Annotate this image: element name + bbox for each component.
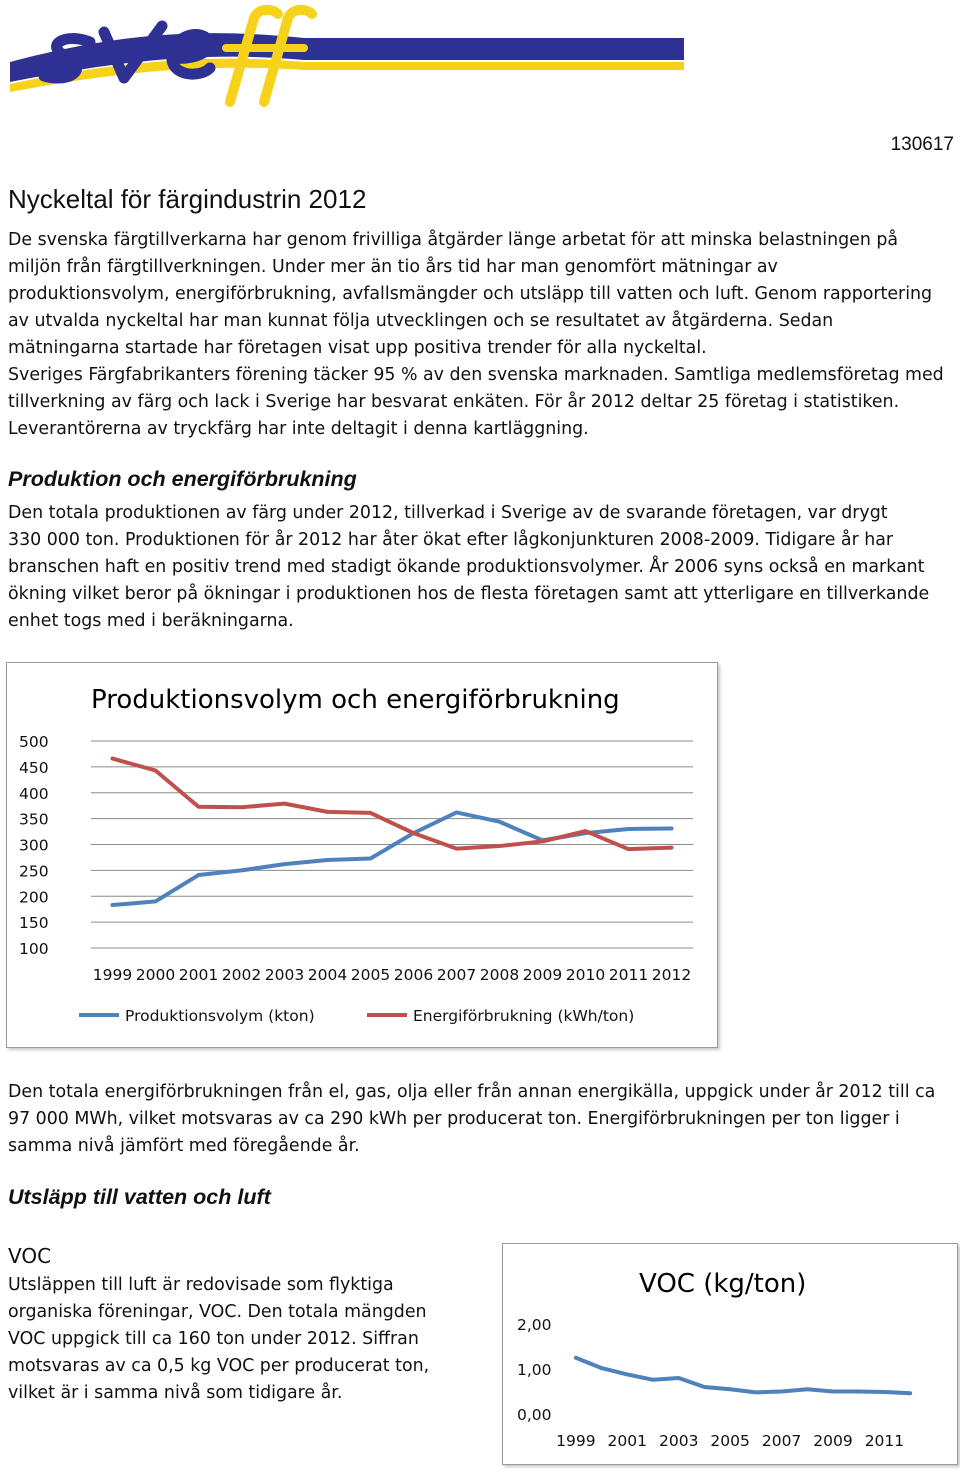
document-number: 130617: [890, 134, 954, 155]
production-line: 330 000 ton. Produktionen för år 2012 har åter ökat efter lågkonjunkturen 2008-2009. Tidigare år har: [8, 530, 894, 550]
intro-paragraph: [8, 227, 958, 443]
x-tick-label: 1999: [92, 966, 133, 984]
voc-line: organiska föreningar, VOC. Den totala mängden: [8, 1302, 427, 1322]
energy-line: samma nivå jämfört med föregående år.: [8, 1136, 360, 1156]
voc-line: VOC uppgick till ca 160 ton under 2012. Siffran: [8, 1329, 419, 1349]
x-tick-label: 2011: [608, 966, 649, 984]
x-tick-label: 2010: [565, 966, 606, 984]
series-line-2: [113, 759, 672, 850]
voc-line: vilket är i samma nivå som tidigare år.: [8, 1383, 343, 1403]
energy-line: Den totala energiförbrukningen från el, gas, olja eller från annan energikälla, uppgick under år 2012 till ca: [8, 1082, 936, 1102]
y-tick-label: 0,00: [517, 1406, 552, 1424]
sveff-logo: [4, 2, 684, 112]
y-tick-label: 400: [19, 784, 49, 803]
y-tick-label: 450: [19, 758, 49, 777]
intro-line: produktionsvolym, energiförbrukning, avfallsmängder och utsläpp till vatten och luft. Genom rapportering: [8, 284, 933, 304]
x-tick-label: 2012: [651, 966, 692, 984]
x-tick-label: 2009: [813, 1432, 853, 1450]
x-tick-label: 2003: [658, 1432, 699, 1450]
intro-line: miljön från färgtillverkningen. Under mer än tio års tid har man genomfört mätningar av: [8, 257, 778, 277]
intro-line: Leverantörerna av tryckfärg har inte deltagit i denna kartläggning.: [8, 419, 589, 439]
x-tick-label: 2002: [221, 966, 262, 984]
x-tick-label: 1999: [556, 1432, 596, 1450]
series-line-1: [113, 812, 672, 905]
y-tick-label: 250: [19, 862, 49, 881]
production-energy-chart: [6, 662, 718, 1048]
x-tick-label: 2009: [522, 966, 563, 984]
intro-line: De svenska färgtillverkarna har genom frivilliga åtgärder länge arbetat för att minska belastningen på: [8, 230, 899, 250]
y-tick-label: 350: [19, 810, 49, 829]
x-tick-label: 2007: [761, 1432, 802, 1450]
chart-title: Produktionsvolym och energiförbrukning: [91, 685, 620, 715]
production-line: Den totala produktionen av färg under 2012, tillverkad i Sverige av de svarande företagen, var drygt: [8, 503, 888, 523]
section-heading-emissions: Utsläpp till vatten och luft: [8, 1185, 271, 1209]
x-tick-label: 2006: [393, 966, 434, 984]
legend-label: Produktionsvolym (kton): [125, 1007, 315, 1025]
page-title: Nyckeltal för färgindustrin 2012: [8, 184, 367, 214]
voc-chart-svg: [503, 1244, 957, 1464]
x-tick-label: 2001: [178, 966, 219, 984]
x-tick-label: 2007: [436, 966, 477, 984]
y-tick-label: 200: [19, 888, 49, 907]
y-tick-label: 1,00: [517, 1361, 552, 1379]
x-tick-label: 2004: [307, 966, 348, 984]
x-tick-label: 2008: [479, 966, 520, 984]
intro-line: tillverkning av färg och lack i Sverige har besvarat enkäten. För år 2012 deltar 25 företag i statistiken.: [8, 392, 900, 412]
y-tick-label: 2,00: [517, 1316, 552, 1334]
production-line: enhet togs med i beräkningarna.: [8, 611, 294, 631]
x-tick-label: 2001: [607, 1432, 648, 1450]
voc-line: motsvaras av ca 0,5 kg VOC per producerat ton,: [8, 1356, 430, 1376]
section-heading-production: Produktion och energiförbrukning: [8, 467, 357, 491]
voc-line: Utsläppen till luft är redovisade som flyktiga: [8, 1275, 394, 1295]
series-line-1: [576, 1358, 910, 1394]
production-paragraph: [8, 500, 958, 635]
production-line: branschen haft en positiv trend med stadigt ökande produktionsvolymer. År 2006 syns också en markant: [8, 557, 925, 577]
production-line: ökning vilket beror på ökningar i produktionen hos de flesta företagen samt att ytterligare en tillverkande: [8, 584, 930, 604]
x-tick-label: 2005: [350, 966, 391, 984]
energy-line: 97 000 MWh, vilket motsvaras av ca 290 kWh per producerat ton. Energiförbrukningen per ton ligger i: [8, 1109, 900, 1129]
x-tick-label: 2003: [264, 966, 305, 984]
x-tick-label: 2011: [864, 1432, 905, 1450]
y-tick-label: 100: [19, 940, 49, 958]
intro-line: av utvalda nyckeltal har man kunnat följa utvecklingen och se resultatet av åtgärderna. Sedan: [8, 311, 834, 331]
y-tick-label: 300: [19, 836, 49, 855]
y-tick-label: 500: [19, 733, 49, 751]
legend-label: Energiförbrukning (kWh/ton): [413, 1007, 635, 1025]
intro-line: Sveriges Färgfabrikanters förening täcker 95 % av den svenska marknaden. Samtliga medlemsföretag med: [8, 365, 944, 385]
energy-paragraph: [8, 1079, 958, 1160]
x-tick-label: 2000: [135, 966, 176, 984]
intro-line: mätningarna startade har företagen visat upp positiva trender för alla nyckeltal.: [8, 338, 707, 358]
voc-heading: VOC: [8, 1244, 52, 1268]
production-energy-chart-svg: [7, 663, 717, 1047]
x-tick-label: 2005: [710, 1432, 750, 1450]
chart-title: VOC (kg/ton): [639, 1269, 807, 1299]
y-tick-label: 150: [19, 914, 49, 933]
voc-chart: [502, 1243, 958, 1465]
voc-paragraph: [8, 1272, 488, 1407]
